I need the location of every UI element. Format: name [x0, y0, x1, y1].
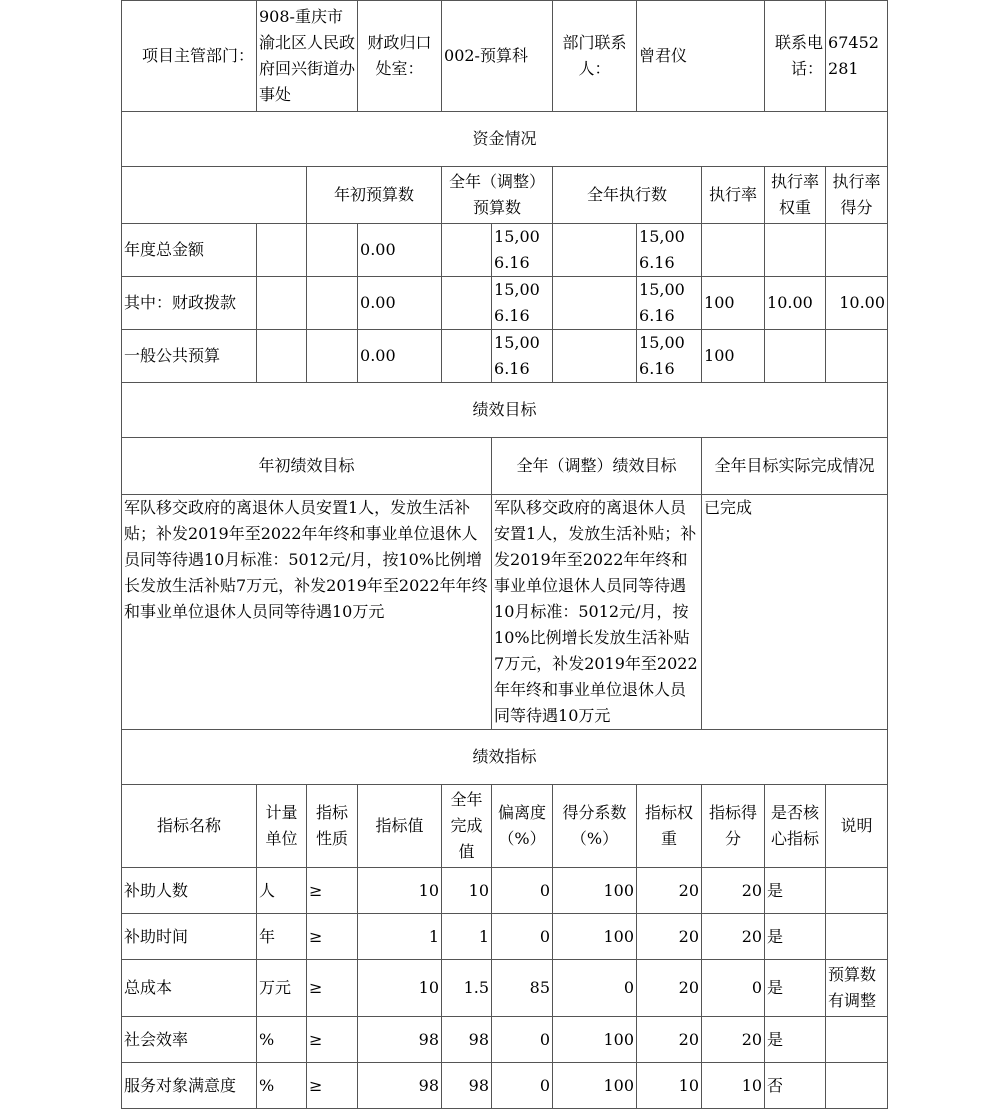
indicator-header: 指标得分 [702, 785, 765, 868]
fin-value: 002-预算科 [442, 1, 553, 112]
performance-table [121, 0, 888, 1109]
goals-section-title: 绩效目标 [122, 383, 888, 438]
funds-weight [765, 330, 826, 383]
indicator-header: 指标名称 [122, 785, 257, 868]
indicator-unit: 人 [257, 868, 307, 914]
indicator-core: 否 [765, 1063, 826, 1109]
funds-score [826, 330, 888, 383]
indicator-header: 指标权重 [637, 785, 702, 868]
indicator-coef: 0 [553, 960, 637, 1017]
indicator-row [122, 868, 888, 914]
funds-header: 全年执行数 [553, 167, 702, 224]
indicator-note: 预算数有调整 [826, 960, 888, 1017]
indicator-deviation: 0 [492, 1063, 553, 1109]
indicator-nature: ≥ [307, 1017, 358, 1063]
indicator-deviation: 85 [492, 960, 553, 1017]
indicator-unit: % [257, 1017, 307, 1063]
funds-weight [765, 224, 826, 277]
funds-executed: 15,006.16 [637, 224, 702, 277]
indicator-note [826, 1017, 888, 1063]
indicator-target: 10 [358, 960, 442, 1017]
funds-rate: 100 [702, 277, 765, 330]
goals-adjusted-text: 军队移交政府的离退休人员安置1人，发放生活补贴；补发2019年至2022年年终和事业单位退休人员同等待遇10月标准：5012元/月，按10%比例增长发放生活补贴7万元，补发2019年至2022年年终和事业单位退休人员同等待遇10万元 [492, 495, 702, 730]
indicator-coef: 100 [553, 1063, 637, 1109]
phone-value: 67452281 [826, 1, 888, 112]
indicator-deviation: 0 [492, 914, 553, 960]
funds-initial: 0.00 [358, 224, 442, 277]
fin-label: 财政归口处室： [358, 1, 442, 112]
funds-row [122, 224, 888, 277]
indicator-header: 计量单位 [257, 785, 307, 868]
indicators-header-row [122, 785, 888, 868]
indicator-name: 补助人数 [122, 868, 257, 914]
indicator-core: 是 [765, 914, 826, 960]
indicator-name: 服务对象满意度 [122, 1063, 257, 1109]
funds-initial: 0.00 [358, 330, 442, 383]
funds-adjusted: 15,006.16 [492, 330, 553, 383]
indicator-header: 说明 [826, 785, 888, 868]
funds-rate: 100 [702, 330, 765, 383]
indicator-target: 10 [358, 868, 442, 914]
funds-header-row [122, 167, 888, 224]
indicator-name: 社会效率 [122, 1017, 257, 1063]
indicator-weight: 20 [637, 914, 702, 960]
indicator-actual: 98 [442, 1017, 492, 1063]
funds-header: 执行率得分 [826, 167, 888, 224]
phone-label: 联系电话： [765, 1, 826, 112]
funds-executed: 15,006.16 [637, 330, 702, 383]
indicator-nature: ≥ [307, 914, 358, 960]
indicator-score: 20 [702, 868, 765, 914]
indicator-note [826, 868, 888, 914]
goals-header-row [122, 438, 888, 495]
funds-row-name: 其中：财政拨款 [122, 277, 257, 330]
indicator-score: 0 [702, 960, 765, 1017]
indicator-row [122, 914, 888, 960]
indicator-coef: 100 [553, 914, 637, 960]
indicator-header: 指标性质 [307, 785, 358, 868]
funds-initial: 0.00 [358, 277, 442, 330]
contact-value: 曾君仪 [637, 1, 765, 112]
indicator-coef: 100 [553, 1017, 637, 1063]
indicator-deviation: 0 [492, 1017, 553, 1063]
indicator-score: 10 [702, 1063, 765, 1109]
funds-header: 全年（调整）预算数 [442, 167, 553, 224]
goals-completion-text: 已完成 [702, 495, 888, 730]
indicator-core: 是 [765, 868, 826, 914]
indicator-note [826, 1063, 888, 1109]
goals-col-initial: 年初绩效目标 [122, 438, 492, 495]
funds-row-name: 年度总金额 [122, 224, 257, 277]
indicators-section-title: 绩效指标 [122, 730, 888, 785]
indicator-header: 偏离度（%） [492, 785, 553, 868]
indicator-unit: 万元 [257, 960, 307, 1017]
indicator-weight: 20 [637, 960, 702, 1017]
funds-header: 执行率权重 [765, 167, 826, 224]
funds-score [826, 224, 888, 277]
indicator-nature: ≥ [307, 1063, 358, 1109]
funds-score: 10.00 [826, 277, 888, 330]
indicator-nature: ≥ [307, 868, 358, 914]
funds-row-name: 一般公共预算 [122, 330, 257, 383]
indicator-name: 总成本 [122, 960, 257, 1017]
indicator-header: 得分系数（%） [553, 785, 637, 868]
indicator-weight: 10 [637, 1063, 702, 1109]
indicator-core: 是 [765, 1017, 826, 1063]
funds-executed: 15,006.16 [637, 277, 702, 330]
indicator-row [122, 960, 888, 1017]
indicator-row [122, 1063, 888, 1109]
dept-label: 项目主管部门： [122, 1, 257, 112]
funds-header: 年初预算数 [307, 167, 442, 224]
indicator-weight: 20 [637, 868, 702, 914]
indicator-score: 20 [702, 914, 765, 960]
indicator-header: 是否核心指标 [765, 785, 826, 868]
funds-header: 执行率 [702, 167, 765, 224]
indicator-score: 20 [702, 1017, 765, 1063]
goals-col-completion: 全年目标实际完成情况 [702, 438, 888, 495]
dept-value: 908-重庆市渝北区人民政府回兴街道办事处 [257, 1, 358, 112]
funds-weight: 10.00 [765, 277, 826, 330]
indicator-nature: ≥ [307, 960, 358, 1017]
indicator-target: 1 [358, 914, 442, 960]
indicator-core: 是 [765, 960, 826, 1017]
indicator-target: 98 [358, 1063, 442, 1109]
indicator-row [122, 1017, 888, 1063]
funds-row [122, 277, 888, 330]
funds-section-title: 资金情况 [122, 112, 888, 167]
funds-row [122, 330, 888, 383]
header-row [122, 1, 888, 112]
indicator-coef: 100 [553, 868, 637, 914]
indicator-actual: 10 [442, 868, 492, 914]
indicator-weight: 20 [637, 1017, 702, 1063]
indicator-actual: 98 [442, 1063, 492, 1109]
indicator-actual: 1.5 [442, 960, 492, 1017]
indicator-note [826, 914, 888, 960]
goals-col-adjusted: 全年（调整）绩效目标 [492, 438, 702, 495]
contact-label: 部门联系人： [553, 1, 637, 112]
indicator-header: 全年完成值 [442, 785, 492, 868]
indicator-deviation: 0 [492, 868, 553, 914]
indicator-header: 指标值 [358, 785, 442, 868]
indicator-name: 补助时间 [122, 914, 257, 960]
funds-rate [702, 224, 765, 277]
indicator-actual: 1 [442, 914, 492, 960]
funds-adjusted: 15,006.16 [492, 277, 553, 330]
goals-content-row [122, 495, 888, 730]
indicator-unit: 年 [257, 914, 307, 960]
indicator-unit: % [257, 1063, 307, 1109]
indicator-target: 98 [358, 1017, 442, 1063]
funds-adjusted: 15,006.16 [492, 224, 553, 277]
goals-initial-text: 军队移交政府的离退休人员安置1人，发放生活补贴；补发2019年至2022年年终和事业单位退休人员同等待遇10月标准：5012元/月，按10%比例增长发放生活补贴7万元，补发2019年至2022年年终和事业单位退休人员同等待遇10万元 [122, 495, 492, 730]
